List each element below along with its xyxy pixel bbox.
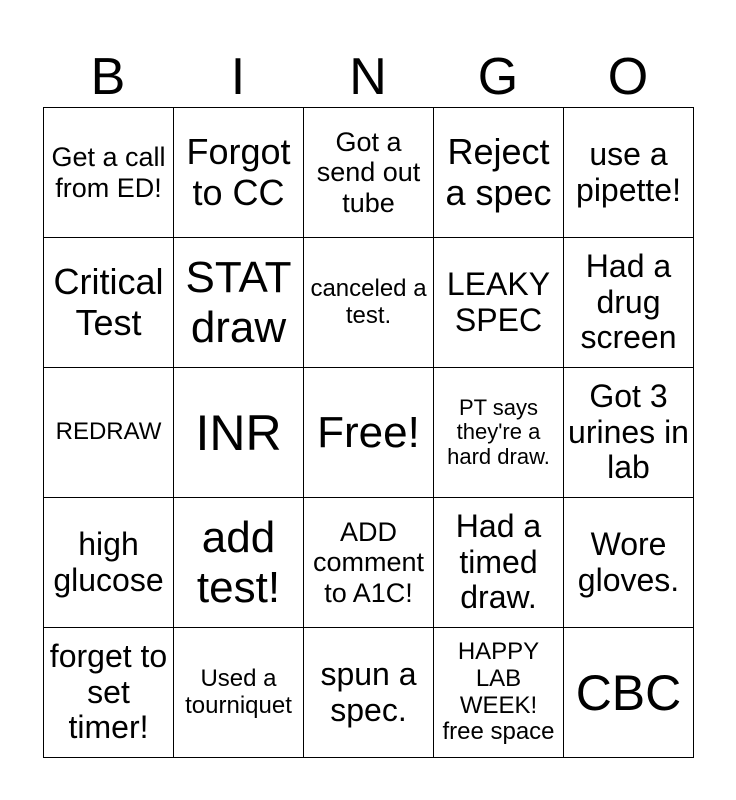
bingo-cell[interactable]: Wore gloves. (564, 498, 694, 628)
bingo-cell[interactable]: canceled a test. (304, 238, 434, 368)
bingo-cell[interactable]: Reject a spec (434, 108, 564, 238)
board-row (44, 498, 694, 628)
bingo-cell[interactable]: Got 3 urines in lab (564, 368, 694, 498)
bingo-cell[interactable]: forget to set timer! (44, 628, 174, 758)
bingo-cell[interactable]: Get a call from ED! (44, 108, 174, 238)
bingo-cell[interactable]: Critical Test (44, 238, 174, 368)
bingo-cell[interactable]: Got a send out tube (304, 108, 434, 238)
bingo-cell[interactable]: Used a tourniquet (174, 628, 304, 758)
bingo-cell[interactable]: STAT draw (174, 238, 304, 368)
header-letter-b: B (90, 48, 126, 106)
header-letter-o: O (607, 48, 649, 106)
bingo-board (43, 107, 694, 758)
bingo-cell[interactable]: Forgot to CC (174, 108, 304, 238)
bingo-cell[interactable]: CBC (564, 628, 694, 758)
bingo-cell[interactable]: LEAKY SPEC (434, 238, 564, 368)
bingo-cell[interactable]: high glucose (44, 498, 174, 628)
board-row (44, 108, 694, 238)
board-row (44, 368, 694, 498)
bingo-cell[interactable]: INR (174, 368, 304, 498)
board-row (44, 238, 694, 368)
bingo-cell[interactable]: HAPPY LAB WEEK! free space (434, 628, 564, 758)
header-letter-n: N (349, 48, 387, 106)
board-row (44, 628, 694, 758)
bingo-cell[interactable]: REDRAW (44, 368, 174, 498)
header-letter-i: I (230, 48, 246, 106)
bingo-cell[interactable]: PT says they're a hard draw. (434, 368, 564, 498)
bingo-header (43, 48, 693, 106)
bingo-cell[interactable]: ADD comment to A1C! (304, 498, 434, 628)
header-letter-g: G (477, 48, 519, 106)
bingo-cell[interactable]: spun a spec. (304, 628, 434, 758)
bingo-cell[interactable]: add test! (174, 498, 304, 628)
bingo-cell[interactable]: Had a drug screen (564, 238, 694, 368)
bingo-cell[interactable]: use a pipette! (564, 108, 694, 238)
bingo-cell free-space[interactable]: Free! (304, 368, 434, 498)
bingo-cell[interactable]: Had a timed draw. (434, 498, 564, 628)
